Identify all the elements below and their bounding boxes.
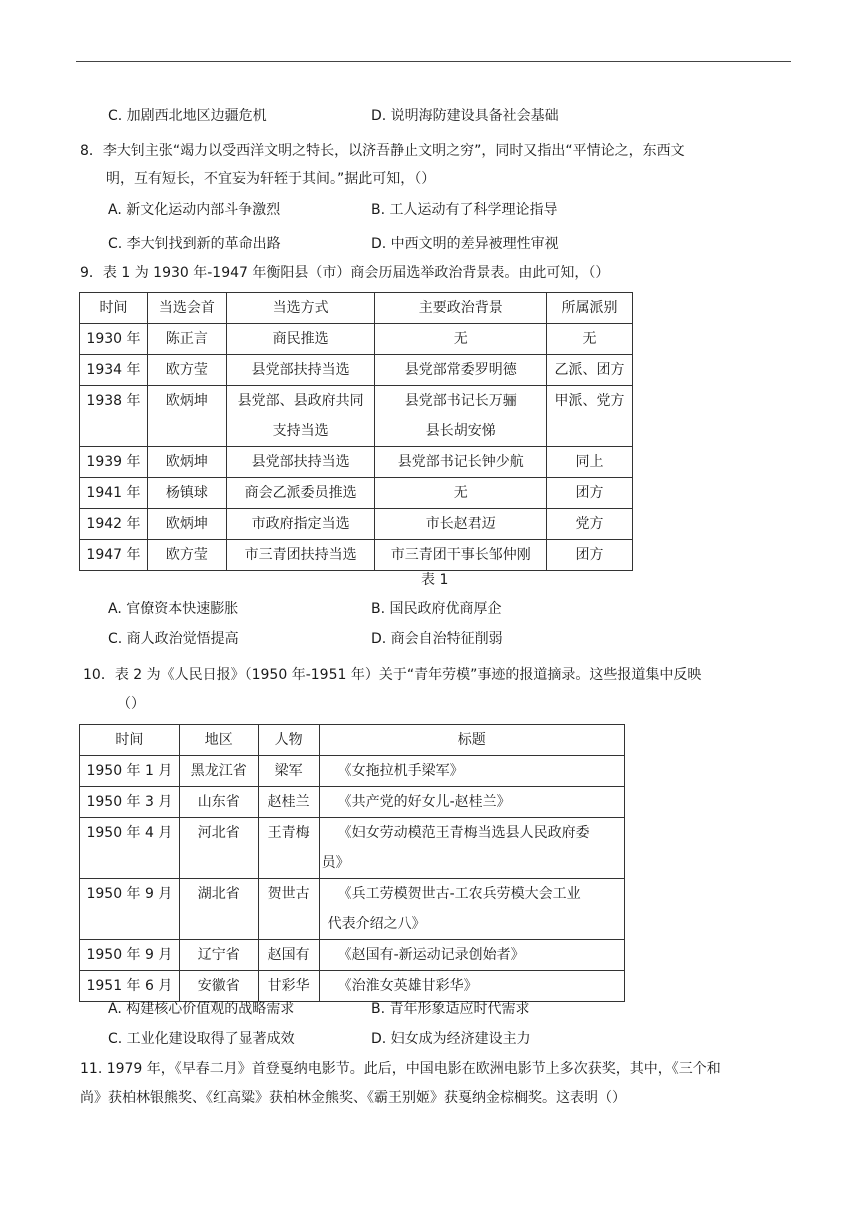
header-cell: 标题 (319, 725, 624, 756)
q10-option-a: A. 构建核心价值观的战略需求 (108, 1001, 295, 1017)
cell: 1950 年 1 月 (80, 756, 180, 787)
cell: 团方 (547, 540, 633, 571)
table-row (80, 478, 633, 509)
header-rule (76, 61, 791, 62)
cell: 县党部扶持当选 (226, 447, 375, 478)
q10-option-b: B. 青年形象适应时代需求 (371, 1001, 530, 1017)
cell: 商会乙派委员推选 (226, 478, 375, 509)
q11-stem-line2: 尚》获柏林银熊奖、《红高粱》获柏林金熊奖、《霸王别姬》获戛纳金棕榈奖。这表明（） (80, 1090, 626, 1106)
cell (319, 879, 624, 940)
header-cell: 时间 (80, 725, 180, 756)
cell-line: 《兵工劳模贺世古-工农兵劳模大会工业 (337, 886, 581, 902)
cell: 甲派、党方 (547, 386, 633, 447)
cell: 市政府指定当选 (226, 509, 375, 540)
table-row (80, 447, 633, 478)
q7-option-d: D. 说明海防建设具备社会基础 (371, 108, 559, 124)
cell: 乙派、团方 (547, 355, 633, 386)
q8-option-a: A. 新文化运动内部斗争激烈 (108, 202, 281, 218)
table-1-caption: 表 1 (421, 572, 449, 588)
table-row (80, 787, 625, 818)
header-cell: 所属派别 (547, 293, 633, 324)
cell: 县党部常委罗明德 (375, 355, 547, 386)
cell: 1950 年 4 月 (80, 818, 180, 879)
q9-stem: 9．表 1 为 1930 年-1947 年衡阳县（市）商会历届选举政治背景表。由此可知，（） (80, 265, 610, 281)
q9-table (79, 292, 633, 571)
q7-option-c: C. 加剧西北地区边疆危机 (108, 108, 267, 124)
cell: 湖北省 (179, 879, 258, 940)
q8-option-c: C. 李大钊找到新的革命出路 (108, 236, 281, 252)
cell: 杨镇球 (147, 478, 226, 509)
cell-line: 县长胡安悌 (425, 423, 496, 439)
header-cell: 当选会首 (147, 293, 226, 324)
header-cell: 主要政治背景 (375, 293, 547, 324)
cell: 无 (375, 478, 547, 509)
cell: 赵国有 (258, 940, 319, 971)
table-row (80, 355, 633, 386)
table-row (80, 386, 633, 447)
header-cell: 时间 (80, 293, 148, 324)
table-row (80, 756, 625, 787)
cell: 赵桂兰 (258, 787, 319, 818)
table-row (80, 879, 625, 940)
q8-stem-line1: 8．李大钊主张“竭力以受西洋文明之特长，以济吾静止文明之穷”，同时又指出“平情论之，东西文 (80, 143, 685, 159)
cell: 1941 年 (80, 478, 148, 509)
cell: 欧炳坤 (147, 509, 226, 540)
cell: 欧炳坤 (147, 386, 226, 447)
q9-option-c: C. 商人政治觉悟提高 (108, 631, 239, 647)
table-row (80, 509, 633, 540)
cell (319, 818, 624, 879)
q11-stem-line1: 11. 1979 年，《早春二月》首登戛纳电影节。此后，中国电影在欧洲电影节上多次获奖，其中，《三个和 (80, 1061, 721, 1077)
cell: 山东省 (179, 787, 258, 818)
header-cell: 当选方式 (226, 293, 375, 324)
cell: 团方 (547, 478, 633, 509)
cell: 贺世古 (258, 879, 319, 940)
cell: 市长赵君迈 (375, 509, 547, 540)
cell: 《女拖拉机手梁军》 (319, 756, 624, 787)
q10-option-d: D. 妇女成为经济建设主力 (371, 1031, 531, 1047)
cell: 欧炳坤 (147, 447, 226, 478)
q10-stem-line2: （） (117, 696, 145, 712)
cell-line: 员》 (321, 855, 350, 871)
cell: 商民推选 (226, 324, 375, 355)
table-header-row (80, 293, 633, 324)
q9-option-a: A. 官僚资本快速膨胀 (108, 601, 239, 617)
table-row (80, 540, 633, 571)
table-row (80, 818, 625, 879)
table-row (80, 324, 633, 355)
header-cell: 地区 (179, 725, 258, 756)
cell: 《共产党的好女儿-赵桂兰》 (319, 787, 624, 818)
cell: 市三青团扶持当选 (226, 540, 375, 571)
cell: 无 (375, 324, 547, 355)
cell-line: 县党部书记长万骊 (404, 393, 517, 409)
cell: 陈正言 (147, 324, 226, 355)
cell: 欧方莹 (147, 355, 226, 386)
cell: 梁军 (258, 756, 319, 787)
cell: 安徽省 (179, 971, 258, 1002)
q9-option-d: D. 商会自治特征削弱 (371, 631, 503, 647)
cell: 1942 年 (80, 509, 148, 540)
q9-option-b: B. 国民政府优商厚企 (371, 601, 502, 617)
q8-option-b: B. 工人运动有了科学理论指导 (371, 202, 558, 218)
cell: 同上 (547, 447, 633, 478)
q10-table (79, 724, 625, 1002)
q8-stem-line2: 明，互有短长，不宜妄为轩轾于其间。”据此可知，（） (106, 171, 436, 187)
cell: 党方 (547, 509, 633, 540)
cell: 1939 年 (80, 447, 148, 478)
cell: 无 (547, 324, 633, 355)
cell-line: 支持当选 (272, 423, 329, 439)
cell: 县党部书记长钟少航 (375, 447, 547, 478)
cell: 《治淮女英雄甘彩华》 (319, 971, 624, 1002)
cell: 黑龙江省 (179, 756, 258, 787)
cell: 河北省 (179, 818, 258, 879)
cell: 县党部扶持当选 (226, 355, 375, 386)
q10-stem-line1: 10．表 2 为《人民日报》（1950 年-1951 年）关于“青年劳模”事迹的报道摘录。这些报道集中反映 (83, 667, 702, 683)
cell: 王青梅 (258, 818, 319, 879)
cell: 1930 年 (80, 324, 148, 355)
q8-option-d: D. 中西文明的差异被理性审视 (371, 236, 559, 252)
cell: 1951 年 6 月 (80, 971, 180, 1002)
q10-option-c: C. 工业化建设取得了显著成效 (108, 1031, 295, 1047)
cell: 《赵国有-新运动记录创始者》 (319, 940, 624, 971)
cell: 1938 年 (80, 386, 148, 447)
cell-line: 县党部、县政府共同 (237, 393, 364, 409)
cell: 1950 年 9 月 (80, 879, 180, 940)
cell: 1947 年 (80, 540, 148, 571)
cell: 甘彩华 (258, 971, 319, 1002)
cell: 欧方莹 (147, 540, 226, 571)
header-cell: 人物 (258, 725, 319, 756)
cell: 1950 年 3 月 (80, 787, 180, 818)
table-header-row (80, 725, 625, 756)
cell: 市三青团干事长邹仲刚 (375, 540, 547, 571)
table-row (80, 940, 625, 971)
table-row (80, 971, 625, 1002)
cell: 1950 年 9 月 (80, 940, 180, 971)
cell (375, 386, 547, 447)
cell: 辽宁省 (179, 940, 258, 971)
cell-line: 代表介绍之八》 (327, 916, 426, 932)
cell (226, 386, 375, 447)
cell: 1934 年 (80, 355, 148, 386)
cell-line: 《妇女劳动模范王青梅当选县人民政府委 (337, 825, 590, 841)
